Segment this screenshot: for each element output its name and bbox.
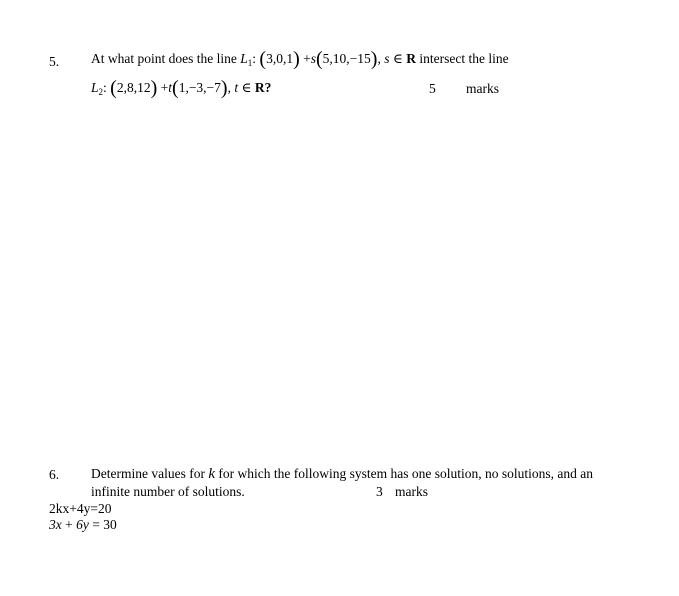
question-5-marks-value: 5 (429, 81, 436, 96)
question-6-marks-value: 3 (376, 484, 383, 499)
line-1-domain: s ∈ (384, 51, 403, 66)
question-6-intro-rest: for which the following system has one solution, no solutions, and an (218, 466, 593, 481)
line-2-domain: t ∈ (234, 80, 252, 95)
question-6-line-2: infinite number of solutions. (91, 484, 245, 499)
equation-2: 3x + 6y = 30 (49, 517, 117, 532)
question-6-marks-label: marks (395, 484, 428, 499)
line-2-point: 2,8,12 (116, 80, 151, 95)
reals-symbol-2: R (254, 80, 265, 95)
line-2-label: $L_2$ (91, 80, 104, 97)
line-1-param: s (310, 51, 316, 66)
intersect-text: intersect the line (419, 51, 509, 66)
question-6-line-1 (91, 466, 593, 483)
line-1-label: $L_1$ (240, 51, 253, 68)
line-2-param: t (168, 80, 173, 95)
line-1-point: 3,0,1 (266, 51, 294, 66)
variable-k: k (208, 466, 215, 482)
line-2-direction: 1,−3,−7 (178, 80, 221, 95)
question-5-line-2: $L_2$: (2,8,12) +t(1,−3,−7), t ∈ R? (91, 77, 272, 99)
question-mark: ? (264, 80, 272, 95)
question-5-number: 5. (49, 54, 60, 69)
question-5-intro: At what point does the line (91, 51, 237, 66)
question-6-number: 6. (49, 467, 60, 482)
question-5-marks-label: marks (466, 81, 499, 96)
equation-1: 2kx+4y=20 (49, 501, 112, 516)
line-1-direction: 5,10,−15 (322, 51, 371, 66)
question-6-intro: Determine values for (91, 466, 205, 481)
question-5-line-1: At what point does the line $L_1$: (3,0,1) +s(5,10,−15), s ∈ R intersect the line (91, 48, 509, 70)
reals-symbol-1: R (406, 51, 416, 66)
